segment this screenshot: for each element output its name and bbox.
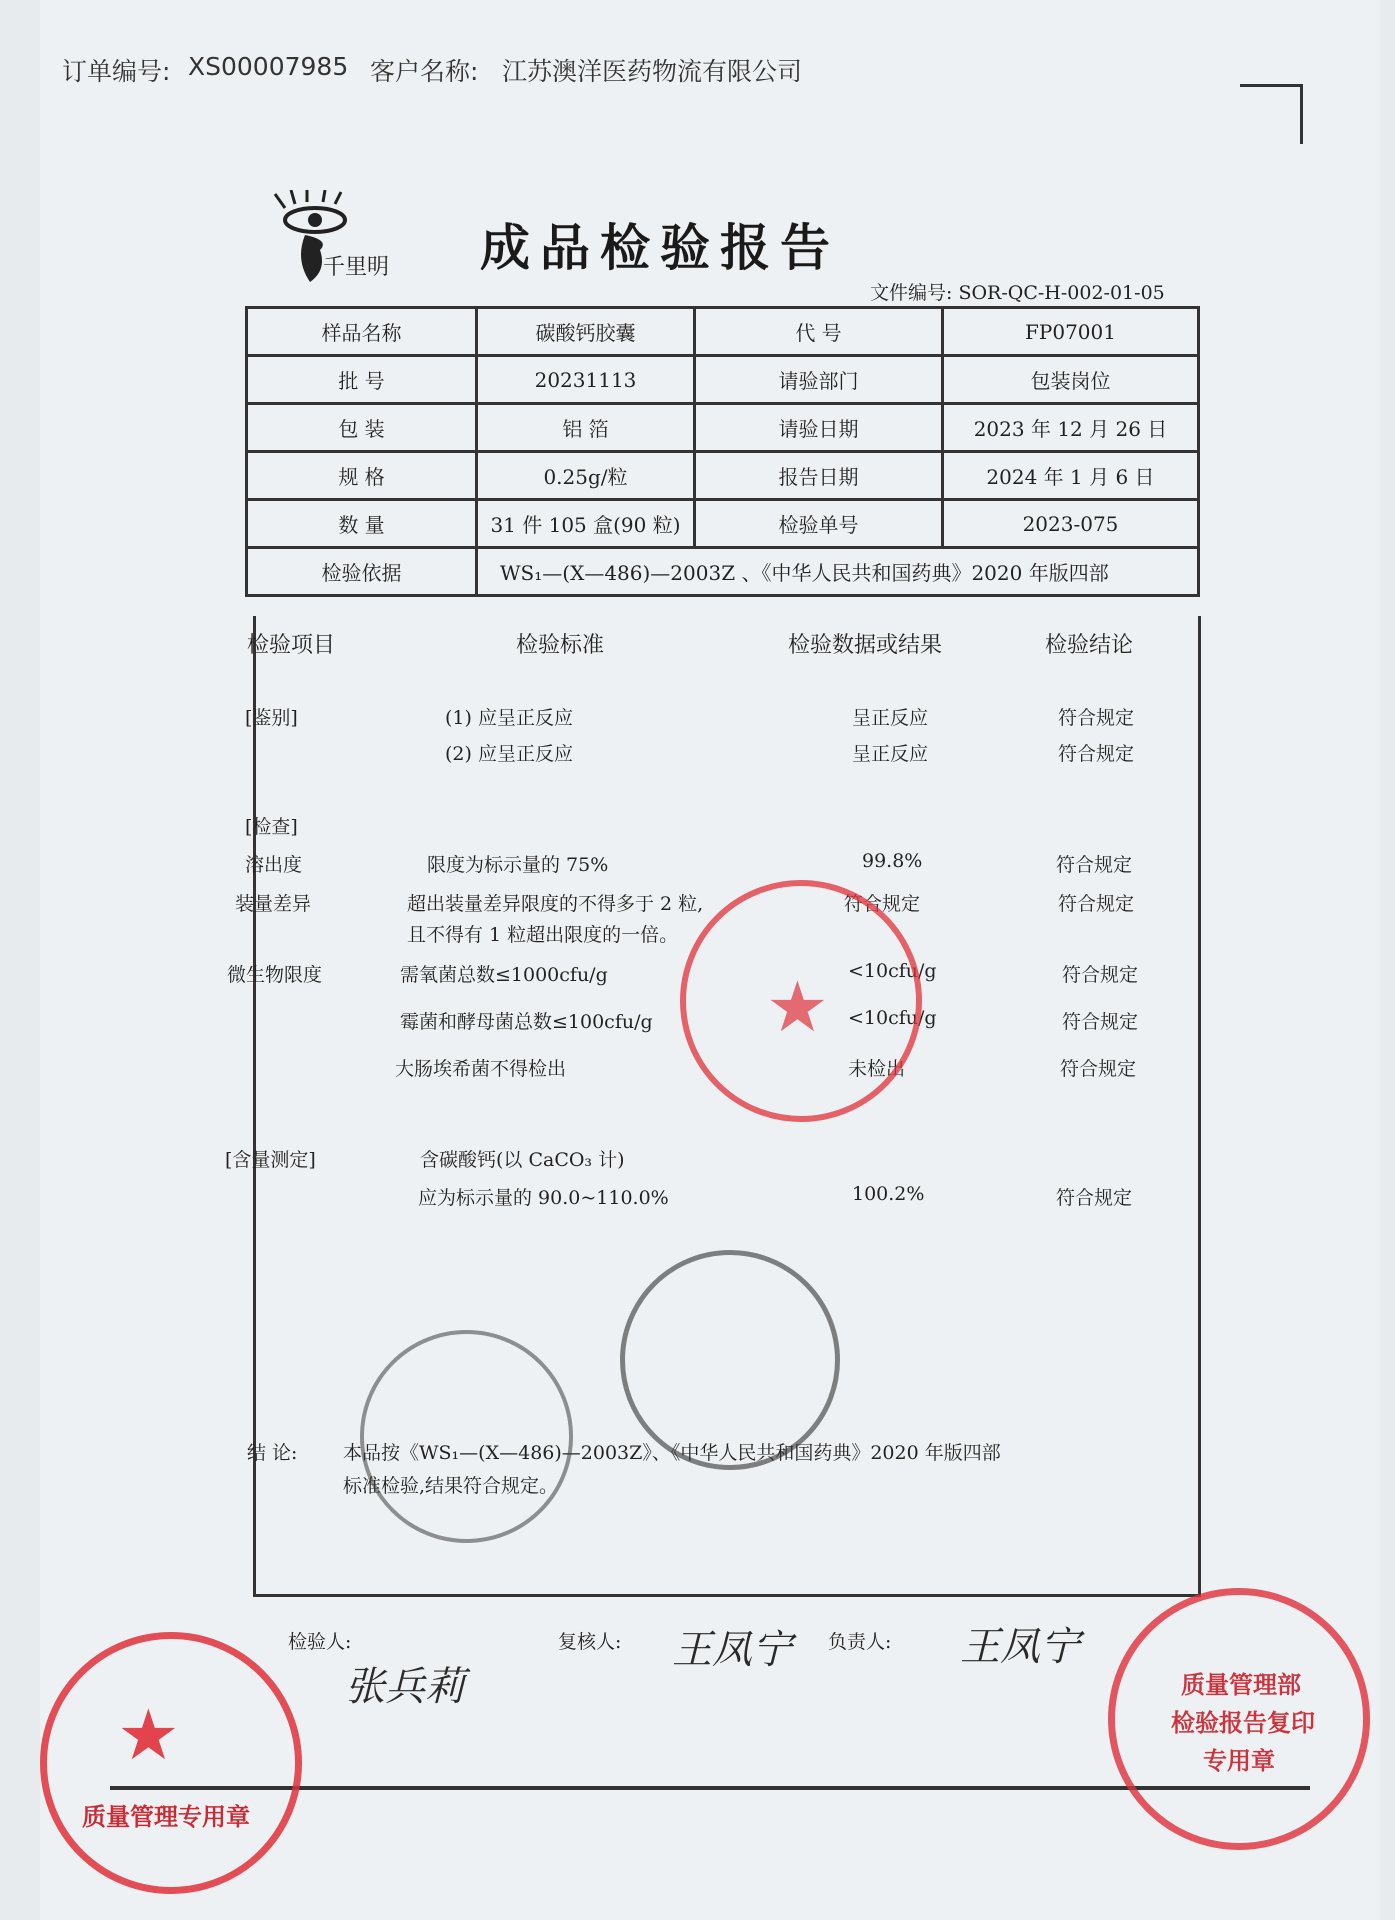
- stamp-text: 专用章: [1203, 1747, 1275, 1775]
- conclusion-text: 符合规定: [1056, 1187, 1133, 1209]
- manager-label: 负责人:: [828, 1631, 892, 1653]
- result-text: <10cfu/g: [848, 960, 937, 982]
- conclusion-text: 符合规定: [1062, 1011, 1139, 1033]
- customer-name: 江苏澳洋医药物流有限公司: [502, 57, 803, 86]
- label-cell: 检验单号: [695, 500, 943, 548]
- section-identification: [鉴别]: [245, 707, 298, 729]
- standard-text: 且不得有 1 粒超出限度的一倍。: [407, 924, 679, 946]
- right-quality-stamp: [1108, 1588, 1370, 1850]
- standard-text: 需氧菌总数≤1000cfu/g: [400, 964, 608, 986]
- crop-mark: [1300, 84, 1303, 144]
- inspector-label: 检验人:: [288, 1631, 352, 1653]
- result-text: 99.8%: [862, 850, 923, 872]
- label-cell: 包 装: [247, 404, 477, 452]
- label-cell: 数 量: [247, 500, 477, 548]
- manager-signature: 王凤宁: [960, 1624, 1080, 1670]
- value-cell: 31 件 105 盒(90 粒): [477, 500, 695, 548]
- inspector-signature: 张兵莉: [345, 1664, 465, 1710]
- star-icon: ★: [117, 1694, 180, 1776]
- logo-text: 千里明: [323, 255, 390, 280]
- conclusion-text: 符合规定: [1058, 743, 1135, 765]
- table-row: [247, 308, 1199, 356]
- conclusion-text: 符合规定: [1056, 854, 1133, 876]
- conclusion-text: 符合规定: [1060, 1058, 1137, 1080]
- conclusion-text: 符合规定: [1058, 707, 1135, 729]
- item-text: 微生物限度: [227, 964, 323, 986]
- standard-text: 大肠埃希菌不得检出: [395, 1058, 567, 1080]
- item-text: 溶出度: [245, 854, 303, 876]
- inspection-seal-stamp: [620, 1250, 840, 1470]
- column-header-conclusion: 检验结论: [1045, 633, 1134, 658]
- table-row: [247, 548, 1199, 596]
- item-text: 装量差异: [235, 893, 312, 915]
- order-number-label: 订单编号:: [62, 57, 171, 86]
- standard-text: (2) 应呈正反应: [445, 743, 573, 765]
- label-cell: 规 格: [247, 452, 477, 500]
- standard-text: 应为标示量的 90.0~110.0%: [418, 1187, 669, 1209]
- label-cell: 样品名称: [247, 308, 477, 356]
- section-check: [检查]: [245, 816, 298, 838]
- column-header-item: 检验项目: [247, 633, 336, 658]
- star-icon: ★: [766, 966, 829, 1048]
- standard-text: 限度为标示量的 75%: [427, 854, 609, 876]
- stamp-text: 检验报告复印: [1171, 1709, 1315, 1737]
- conclusion-label: 结 论:: [247, 1442, 298, 1464]
- table-row: [247, 356, 1199, 404]
- label-cell: 检验依据: [247, 548, 477, 596]
- result-text: 呈正反应: [852, 707, 929, 729]
- column-header-result: 检验数据或结果: [788, 633, 943, 658]
- value-cell: 2023 年 12 月 26 日: [943, 404, 1199, 452]
- label-cell: 代 号: [695, 308, 943, 356]
- company-seal-stamp: [680, 880, 922, 1122]
- label-cell: 批 号: [247, 356, 477, 404]
- column-header-standard: 检验标准: [516, 633, 605, 658]
- stamp-text: 质量管理专用章: [82, 1803, 250, 1831]
- section-assay: [含量测定]: [225, 1149, 316, 1171]
- stamp-text: 质量管理部: [1181, 1671, 1301, 1699]
- value-cell: 铝 箔: [477, 404, 695, 452]
- customer-label: 客户名称:: [370, 57, 479, 86]
- value-cell: FP07001: [943, 308, 1199, 356]
- label-cell: 请验部门: [695, 356, 943, 404]
- sample-info-table: [245, 306, 1200, 597]
- conclusion-text: 符合规定: [1062, 964, 1139, 986]
- conclusion-text: 符合规定: [1058, 893, 1135, 915]
- value-cell: 20231113: [477, 356, 695, 404]
- inspection-seal-stamp: [360, 1330, 573, 1543]
- value-cell: 包装岗位: [943, 356, 1199, 404]
- result-text: 呈正反应: [852, 743, 929, 765]
- table-row: [247, 452, 1199, 500]
- result-text: 100.2%: [852, 1183, 925, 1205]
- result-text: 符合规定: [844, 893, 921, 915]
- basis-cell: WS₁—(X—486)—2003Z 、《中华人民共和国药典》2020 年版四部: [477, 548, 1199, 596]
- standard-text: 含碳酸钙(以 CaCO₃ 计): [420, 1149, 625, 1171]
- document-page: [40, 0, 1380, 1920]
- conclusion-line: 本品按《WS₁—(X—486)—2003Z》、《中华人民共和国药典》2020 年版四部: [343, 1442, 1001, 1464]
- order-number: XS00007985: [188, 52, 349, 81]
- label-cell: 报告日期: [695, 452, 943, 500]
- reviewer-signature: 王凤宁: [672, 1627, 792, 1673]
- value-cell: 0.25g/粒: [477, 452, 695, 500]
- document-number: 文件编号: SOR-QC-H-002-01-05: [870, 282, 1165, 304]
- result-text: 未检出: [848, 1058, 906, 1080]
- report-title: 成品检验报告: [480, 219, 840, 277]
- company-logo: [265, 190, 415, 290]
- standard-text: 超出装量差异限度的不得多于 2 粒,: [407, 893, 704, 915]
- value-cell: 碳酸钙胶囊: [477, 308, 695, 356]
- value-cell: 2023-075: [943, 500, 1199, 548]
- reviewer-label: 复核人:: [558, 1631, 622, 1653]
- standard-text: (1) 应呈正反应: [445, 707, 573, 729]
- table-row: [247, 404, 1199, 452]
- conclusion-line: 标准检验,结果符合规定。: [343, 1475, 559, 1497]
- standard-text: 霉菌和酵母菌总数≤100cfu/g: [400, 1011, 653, 1033]
- crop-mark: [1240, 84, 1300, 87]
- label-cell: 请验日期: [695, 404, 943, 452]
- value-cell: 2024 年 1 月 6 日: [943, 452, 1199, 500]
- result-text: <10cfu/g: [848, 1007, 937, 1029]
- table-row: [247, 500, 1199, 548]
- left-quality-stamp: [40, 1632, 302, 1894]
